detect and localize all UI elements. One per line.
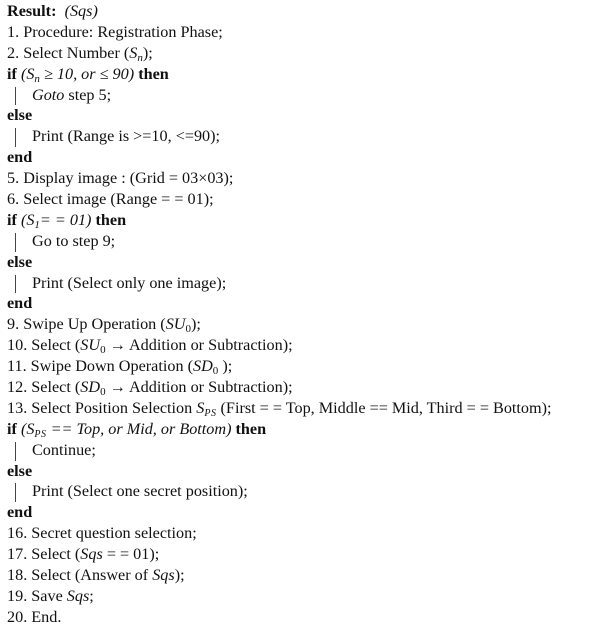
step-13 xyxy=(7,398,604,419)
var-s: S xyxy=(129,43,138,62)
cond-sub: 1 xyxy=(34,218,40,231)
cond-post: = = 01) xyxy=(39,210,92,229)
if-2-else: Print (Select only one image); xyxy=(7,273,604,294)
if-keyword: if xyxy=(7,210,17,229)
step-13-post: (First = = Top, Middle == Mid, Third = = Bottom); xyxy=(216,398,552,417)
var-sub: PS xyxy=(204,407,217,419)
var-sqs: Sqs xyxy=(66,586,90,605)
if-2-then: Go to step 9; xyxy=(7,231,604,252)
then-keyword: then xyxy=(95,210,127,229)
step-19-post: ; xyxy=(89,586,94,605)
else-2: else xyxy=(7,252,33,271)
if-2-condition xyxy=(21,211,92,229)
step-11-text: 11. Swipe Down Operation ( xyxy=(7,357,193,376)
result-line xyxy=(7,1,604,22)
step-17-text: 17. Select ( xyxy=(7,545,81,564)
step-20: 20. End. xyxy=(7,607,62,626)
step-2-post: ); xyxy=(142,43,153,62)
step-12-post: → Addition or Subtraction); xyxy=(105,378,293,397)
step-11-post: ); xyxy=(218,357,233,376)
step-18-post: ); xyxy=(174,566,185,585)
goto-text: Goto xyxy=(32,85,65,104)
var-sqs: Sqs xyxy=(80,545,103,564)
cond-post: == Top, or Mid, or Bottom) xyxy=(46,419,232,438)
result-label: Result: xyxy=(7,2,57,20)
step-19 xyxy=(7,586,604,607)
var-sub: n xyxy=(137,51,143,64)
step-10-post: → Addition or Subtraction); xyxy=(105,336,293,355)
if-1 xyxy=(7,64,604,85)
cond-pre: (S xyxy=(20,64,35,83)
step-11 xyxy=(7,356,604,377)
step-1: 1. Procedure: Registration Phase; xyxy=(7,22,223,41)
if-3-then: Continue; xyxy=(7,440,604,461)
cond-pre: (S xyxy=(20,210,35,229)
step-17 xyxy=(7,544,604,565)
else-3: else xyxy=(7,461,33,480)
if-2 xyxy=(7,210,604,231)
cond-sub: n xyxy=(34,72,40,85)
else-1: else xyxy=(7,106,33,125)
step-6: 6. Select image (Range = = 01); xyxy=(7,190,214,209)
var-s: S xyxy=(196,398,205,417)
var-sub: 0 xyxy=(212,365,219,378)
cond-post: ≥ 10, or ≤ 90) xyxy=(39,64,135,83)
step-17-post: = = 01); xyxy=(102,545,160,564)
var-sd: SD xyxy=(80,378,101,397)
if-keyword: if xyxy=(7,64,17,83)
var-su: SU xyxy=(165,315,186,334)
then-keyword: then xyxy=(138,64,169,83)
step-9 xyxy=(7,314,604,335)
if-3-condition xyxy=(21,420,232,438)
if-3 xyxy=(7,419,604,440)
if-3-else: Print (Select one secret position); xyxy=(7,481,604,502)
end-1: end xyxy=(7,148,33,167)
step-5: 5. Display image : (Grid = 03×03); xyxy=(7,169,234,188)
var-sub: 0 xyxy=(100,386,106,399)
step-9-post: ); xyxy=(191,315,201,334)
then-keyword: then xyxy=(235,419,267,438)
if-1-condition xyxy=(21,65,134,83)
var-sd: SD xyxy=(192,357,213,376)
if-1-else: Print (Range is >=10, <=90); xyxy=(7,126,604,147)
end-2: end xyxy=(7,294,33,313)
goto-rest: step 5; xyxy=(64,85,112,104)
step-9-text: 9. Swipe Up Operation ( xyxy=(7,315,166,334)
var-sqs: Sqs xyxy=(152,566,175,585)
step-12-text: 12. Select ( xyxy=(7,378,81,397)
step-10 xyxy=(7,335,604,356)
cond-sub: PS xyxy=(34,428,47,440)
step-19-text: 19. Save xyxy=(7,586,67,605)
var-sub: 0 xyxy=(185,323,191,336)
step-2-text: 2. Select Number ( xyxy=(7,43,130,62)
step-12 xyxy=(7,377,604,398)
step-13-text: 13. Select Position Selection xyxy=(7,398,197,417)
if-1-then xyxy=(7,85,604,106)
var-su: SU xyxy=(80,336,101,355)
step-2 xyxy=(7,43,604,64)
step-16: 16. Secret question selection; xyxy=(7,524,197,543)
if-keyword: if xyxy=(7,419,17,438)
cond-pre: (S xyxy=(20,419,35,438)
step-10-text: 10. Select ( xyxy=(7,336,81,355)
end-3: end xyxy=(7,503,33,522)
var-sub: 0 xyxy=(100,344,106,357)
result-value: (Sqs) xyxy=(64,2,98,20)
step-18-text: 18. Select (Answer of xyxy=(7,566,153,585)
step-18 xyxy=(7,565,604,586)
